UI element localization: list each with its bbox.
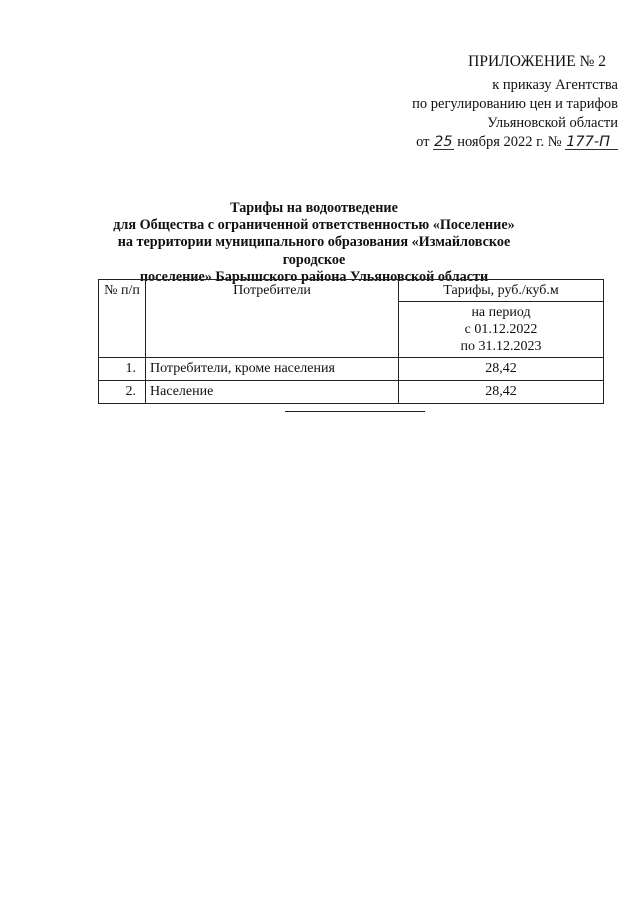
- header-period: [399, 302, 604, 358]
- row-num: 1.: [99, 358, 146, 381]
- row-tariff: 28,42: [399, 358, 604, 381]
- row-consumer: Потребители, кроме населения: [146, 358, 399, 381]
- header-num: № п/п: [99, 280, 146, 358]
- heading-line-3: на территории муниципального образования «Измайловское городское: [117, 234, 511, 268]
- row-tariff: 28,42: [399, 381, 604, 404]
- heading-line-1: Тарифы на водоотведение: [230, 200, 398, 216]
- table-header-row: [99, 280, 604, 302]
- header-tariffs: Тарифы, руб./куб.м: [399, 280, 604, 302]
- annex-line-2: по регулированию цен и тарифов: [412, 96, 618, 112]
- header-consumers: Потребители: [146, 280, 399, 358]
- order-number-handwritten: 177-П: [565, 135, 618, 150]
- table-row: [99, 381, 604, 404]
- document-heading: [96, 200, 532, 286]
- table-row: [99, 358, 604, 381]
- date-prefix: от: [416, 134, 430, 150]
- period-line-3: по 31.12.2023: [460, 339, 542, 354]
- period-line-1: на период: [471, 305, 531, 320]
- closing-divider: [285, 411, 425, 412]
- row-consumer: Население: [146, 381, 399, 404]
- annex-block: [358, 52, 618, 152]
- heading-line-4: поселение» Барышского района Ульяновской области: [139, 268, 489, 285]
- annex-title: ПРИЛОЖЕНИЕ № 2: [468, 53, 606, 70]
- heading-line-2: для Общества с ограниченной ответственностью «Поселение»: [113, 217, 515, 234]
- annex-line-3: Ульяновской области: [487, 115, 618, 131]
- period-line-2: с 01.12.2022: [464, 322, 538, 337]
- row-num: 2.: [99, 381, 146, 404]
- annex-line-1: к приказу Агентства: [492, 77, 618, 93]
- date-day-handwritten: 25: [434, 134, 453, 150]
- annex-date-line: [358, 133, 618, 152]
- tariffs-table: [98, 279, 604, 404]
- date-rest: ноября 2022 г. №: [457, 134, 562, 150]
